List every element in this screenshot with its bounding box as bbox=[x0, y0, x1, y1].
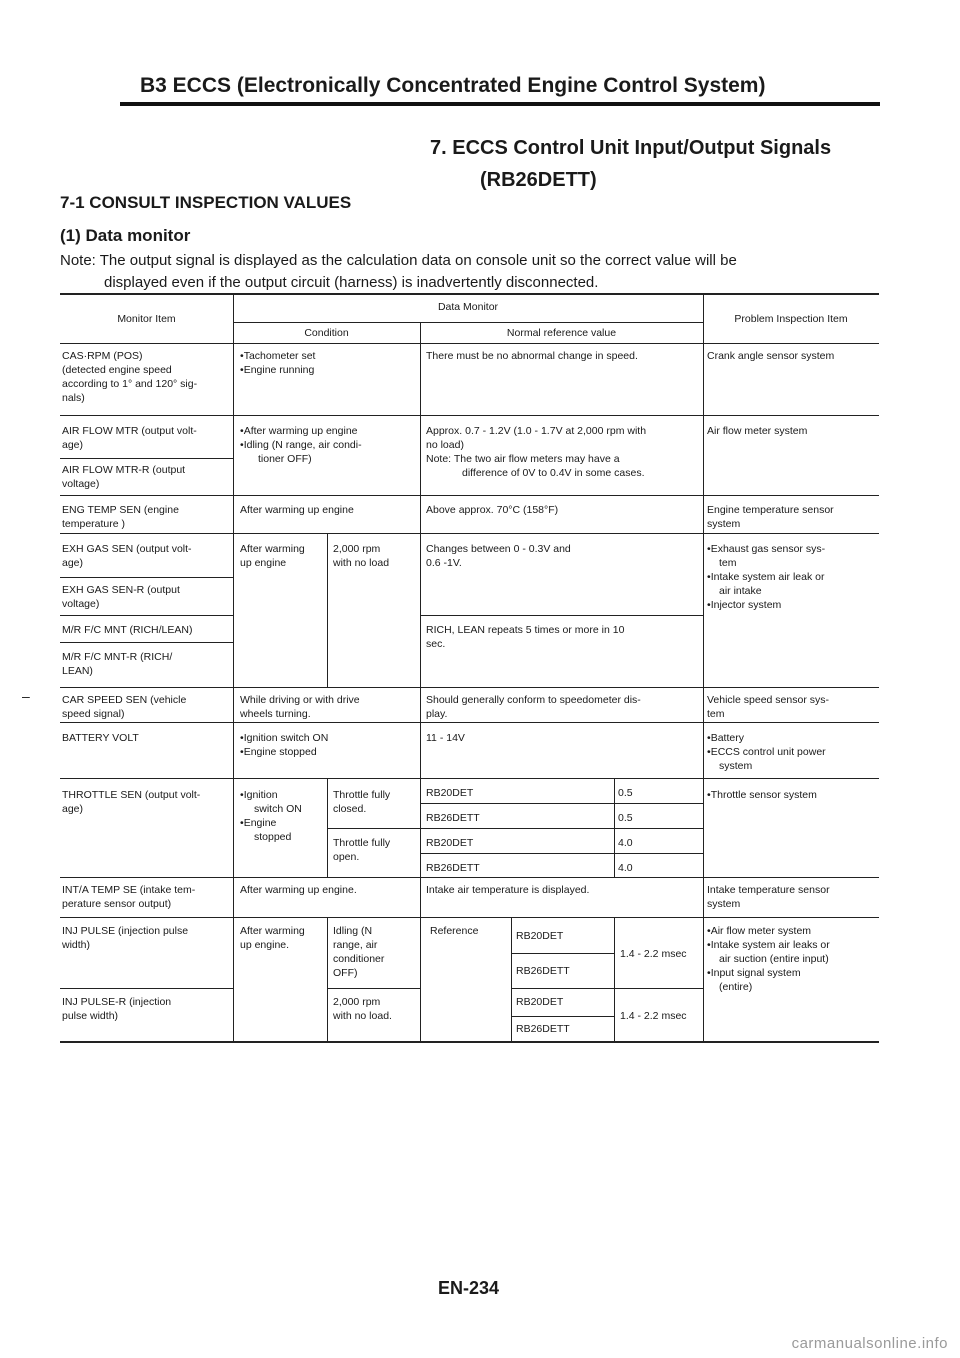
problem-cell: • Throttle sensor system bbox=[707, 788, 817, 802]
item-line: CAR SPEED SEN (vehicle bbox=[62, 694, 187, 706]
problem-line: • Exhaust gas sensor sys- bbox=[707, 542, 825, 556]
condition-line: • After warming up engine bbox=[240, 424, 362, 438]
problem-cell bbox=[707, 503, 834, 531]
problem-line: Intake temperature sensor bbox=[707, 884, 830, 896]
header-data-monitor: Data Monitor bbox=[437, 301, 499, 313]
table-row-inta-temp-se bbox=[62, 883, 195, 911]
note-line2: displayed even if the output circuit (harness) is inadvertently disconnected. bbox=[104, 274, 599, 291]
value-cell: 0.5 bbox=[618, 787, 633, 799]
row-rule bbox=[60, 415, 879, 416]
table-row-battery-volt: BATTERY VOLT bbox=[62, 732, 139, 744]
row-rule bbox=[420, 803, 703, 804]
problem-line: Vehicle speed sensor sys- bbox=[707, 694, 829, 706]
normal-line: Should generally conform to speedometer dis- bbox=[426, 694, 641, 706]
normal-value-cell bbox=[426, 693, 641, 721]
item-line: EXH GAS SEN (output volt- bbox=[62, 543, 192, 555]
table-row-air-flow-mtr-r bbox=[62, 463, 185, 491]
condition-line: • Engine running bbox=[240, 363, 315, 377]
normal-line: no load) bbox=[426, 439, 464, 451]
condition-line: with no load bbox=[333, 557, 390, 569]
problem-line: • Battery bbox=[707, 731, 826, 745]
problem-line: • Air flow meter system bbox=[707, 924, 830, 938]
table-row-exh-gas-sen bbox=[62, 542, 192, 570]
row-rule bbox=[60, 988, 233, 989]
condition-line: tioner OFF) bbox=[258, 453, 312, 465]
normal-line: sec. bbox=[426, 638, 446, 650]
engine-cell: RB26DETT bbox=[516, 1023, 570, 1035]
value-cell: 1.4 - 2.2 msec bbox=[620, 1010, 687, 1022]
condition-line: While driving or with drive bbox=[240, 694, 360, 706]
row-rule bbox=[420, 615, 703, 616]
engine-cell: RB20DET bbox=[426, 837, 474, 849]
col-sep-3a bbox=[420, 322, 421, 687]
problem-line: Engine temperature sensor bbox=[707, 504, 834, 516]
condition-cell bbox=[240, 424, 362, 466]
page-number: EN-234 bbox=[438, 1278, 500, 1298]
engine-cell: RB26DETT bbox=[426, 862, 480, 874]
normal-value-cell: 11 - 14V bbox=[426, 732, 465, 744]
table-row-throttle-sen bbox=[62, 788, 200, 816]
condition-line: • Engine stopped bbox=[240, 745, 328, 759]
row-rule bbox=[60, 615, 233, 616]
condition-line: open. bbox=[333, 851, 360, 863]
condition-line: stopped bbox=[254, 831, 292, 843]
condition-line: 2,000 rpm bbox=[333, 543, 381, 555]
normal-line: 0.6 -1V. bbox=[426, 557, 462, 569]
item-line: age) bbox=[62, 439, 84, 451]
row-rule bbox=[60, 722, 879, 723]
condition-cell: After warming up engine. bbox=[240, 884, 357, 896]
page-header: B3 ECCS (Electronically Concentrated Engine Control System) bbox=[140, 74, 766, 97]
normal-value-cell: There must be no abnormal change in speed. bbox=[426, 350, 638, 362]
watermark: carmanualsonline.info bbox=[791, 1335, 948, 1352]
note bbox=[60, 250, 900, 294]
item-line: INT/A TEMP SE (intake tem- bbox=[62, 884, 196, 896]
header-bottom-rule bbox=[60, 343, 879, 344]
item-line: age) bbox=[62, 803, 84, 815]
problem-line: tem bbox=[719, 557, 737, 569]
table-row-inj-pulse-r bbox=[62, 995, 171, 1023]
condition-line: conditioner bbox=[333, 953, 385, 965]
table-row-mr-fc-mnt: M/R F/C MNT (RICH/LEAN) bbox=[62, 624, 193, 636]
value-cell: 0.5 bbox=[618, 812, 633, 824]
row-rule bbox=[60, 877, 879, 878]
item-line: according to 1° and 120° sig- bbox=[62, 378, 198, 390]
normal-value-cell bbox=[426, 623, 624, 651]
condition-line: • Ignition switch ON bbox=[240, 731, 328, 745]
normal-value-cell bbox=[426, 424, 646, 480]
row-rule bbox=[60, 533, 879, 534]
row-rule bbox=[511, 1016, 614, 1017]
condition-line: OFF) bbox=[333, 967, 358, 979]
problem-cell bbox=[707, 883, 830, 911]
problem-line: system bbox=[719, 760, 753, 772]
row-rule bbox=[60, 577, 233, 578]
col-sep-value bbox=[614, 917, 615, 1041]
normal-value-cell bbox=[426, 542, 571, 570]
row-rule bbox=[420, 853, 703, 854]
item-line: temperature ) bbox=[62, 518, 126, 530]
value-cell: 4.0 bbox=[618, 862, 633, 874]
section-title-line1: 7. ECCS Control Unit Input/Output Signals bbox=[430, 137, 832, 159]
normal-line: difference of 0V to 0.4V in some cases. bbox=[462, 467, 645, 479]
item-line: nals) bbox=[62, 392, 85, 404]
condition-line: range, air bbox=[333, 939, 378, 951]
condition-cell bbox=[333, 788, 390, 816]
item-line: speed signal) bbox=[62, 708, 125, 720]
condition-cell bbox=[240, 788, 302, 844]
item-line: INJ PULSE-R (injection bbox=[62, 996, 172, 1008]
row-rule bbox=[60, 778, 879, 779]
header-monitor-item: Monitor Item bbox=[117, 313, 176, 325]
note-line1: Note: The output signal is displayed as the calculation data on console unit so the correct value will be bbox=[60, 252, 737, 269]
item-line: CAS·RPM (POS) bbox=[62, 350, 143, 362]
problem-line: system bbox=[707, 518, 741, 530]
item-line: LEAN) bbox=[62, 665, 93, 677]
condition-cell bbox=[240, 693, 360, 721]
col-sep-2 bbox=[327, 533, 328, 687]
engine-cell: RB26DETT bbox=[426, 812, 480, 824]
row-rule bbox=[420, 828, 703, 829]
condition-line: Throttle fully bbox=[333, 789, 391, 801]
condition-line: up engine. bbox=[240, 939, 290, 951]
normal-line: RICH, LEAN repeats 5 times or more in 10 bbox=[426, 624, 625, 636]
condition-line: • Idling (N range, air condi- bbox=[240, 438, 362, 452]
table-row-car-speed-sen bbox=[62, 693, 186, 721]
engine-cell: RB20DET bbox=[516, 930, 564, 942]
row-rule bbox=[511, 953, 614, 954]
col-sep-4 bbox=[703, 293, 704, 1041]
problem-line: • Injector system bbox=[707, 598, 825, 612]
item-line: voltage) bbox=[62, 478, 100, 490]
reference-label: Reference bbox=[430, 925, 479, 937]
engine-cell: RB20DET bbox=[516, 996, 564, 1008]
table-row-mr-fc-mnt-r bbox=[62, 650, 172, 678]
condition-cell bbox=[333, 995, 392, 1023]
header-problem-item: Problem Inspection Item bbox=[734, 313, 848, 325]
normal-line: play. bbox=[426, 708, 448, 720]
normal-value-cell: Intake air temperature is displayed. bbox=[426, 884, 590, 896]
problem-cell bbox=[707, 693, 829, 721]
normal-line: Note: The two air flow meters may have a bbox=[426, 453, 620, 465]
condition-cell bbox=[240, 731, 328, 759]
problem-line: • ECCS control unit power bbox=[707, 745, 826, 759]
problem-cell bbox=[707, 542, 825, 612]
problem-line: air intake bbox=[719, 585, 762, 597]
problem-line: • Input signal system bbox=[707, 966, 830, 980]
condition-cell bbox=[240, 924, 305, 952]
condition-line: with no load. bbox=[333, 1010, 392, 1022]
item-line: ENG TEMP SEN (engine bbox=[62, 504, 179, 516]
problem-line: (entire) bbox=[719, 981, 753, 993]
condition-line: 2,000 rpm bbox=[333, 996, 381, 1008]
item-line: age) bbox=[62, 557, 84, 569]
row-rule bbox=[60, 687, 879, 688]
normal-line: Changes between 0 - 0.3V and bbox=[426, 543, 571, 555]
problem-line: tem bbox=[707, 708, 725, 720]
problem-cell: Air flow meter system bbox=[707, 425, 808, 437]
header-sub-rule bbox=[233, 322, 703, 323]
problem-cell bbox=[707, 924, 830, 994]
col-sep-2 bbox=[327, 917, 328, 1041]
subsection-title: 7-1 CONSULT INSPECTION VALUES bbox=[60, 193, 352, 212]
problem-line: • Intake system air leak or bbox=[707, 570, 825, 584]
row-rule bbox=[60, 495, 879, 496]
header-condition: Condition bbox=[304, 327, 349, 339]
item-line: pulse width) bbox=[62, 1010, 119, 1022]
condition-cell bbox=[240, 349, 315, 377]
col-sep-1 bbox=[233, 293, 234, 1041]
item-line: THROTTLE SEN (output volt- bbox=[62, 789, 201, 801]
header-normal-value: Normal reference value bbox=[506, 327, 617, 339]
row-rule bbox=[327, 828, 421, 829]
condition-line: • Engine bbox=[240, 816, 302, 830]
condition-line: • Ignition bbox=[240, 788, 302, 802]
condition-line: Idling (N bbox=[333, 925, 373, 937]
item-line: voltage) bbox=[62, 598, 100, 610]
problem-cell: Crank angle sensor system bbox=[707, 350, 835, 362]
condition-line: switch ON bbox=[254, 803, 302, 815]
row-rule bbox=[60, 458, 233, 459]
problem-line: system bbox=[707, 898, 741, 910]
margin-mark: – bbox=[22, 688, 30, 704]
table-row-inj-pulse bbox=[62, 924, 188, 952]
table-row-cas-rpm bbox=[62, 349, 197, 405]
item-line: EXH GAS SEN-R (output bbox=[62, 584, 180, 596]
header-rule bbox=[120, 102, 880, 106]
table-top-rule bbox=[60, 293, 879, 295]
problem-cell bbox=[707, 731, 826, 773]
item-line: (detected engine speed bbox=[62, 364, 172, 376]
item-line: width) bbox=[62, 939, 91, 951]
condition-cell bbox=[333, 924, 384, 980]
condition-line: • Tachometer set bbox=[240, 349, 315, 363]
item-line: INJ PULSE (injection pulse bbox=[62, 925, 189, 937]
condition-line: wheels turning. bbox=[240, 708, 311, 720]
condition-line: Throttle fully bbox=[333, 837, 391, 849]
subheading: (1) Data monitor bbox=[60, 226, 191, 245]
problem-line: • Intake system air leaks or bbox=[707, 938, 830, 952]
condition-line: After warming bbox=[240, 543, 305, 555]
table-bottom-rule bbox=[60, 1041, 879, 1043]
engine-cell: RB26DETT bbox=[516, 965, 570, 977]
table-row-eng-temp bbox=[62, 503, 179, 531]
condition-cell bbox=[333, 542, 389, 570]
condition-line: up engine bbox=[240, 557, 287, 569]
table-row-air-flow-mtr bbox=[62, 424, 197, 452]
table-row-exh-gas-sen-r bbox=[62, 583, 180, 611]
condition-cell: After warming up engine bbox=[240, 504, 354, 516]
row-rule bbox=[327, 988, 421, 989]
value-cell: 1.4 - 2.2 msec bbox=[620, 948, 687, 960]
section-title-line2: (RB26DETT) bbox=[480, 169, 597, 191]
condition-line: After warming bbox=[240, 925, 305, 937]
row-rule bbox=[60, 642, 233, 643]
row-rule bbox=[60, 917, 879, 918]
row-rule bbox=[511, 988, 703, 989]
section-title bbox=[430, 132, 930, 196]
item-line: AIR FLOW MTR (output volt- bbox=[62, 425, 197, 437]
engine-cell: RB20DET bbox=[426, 787, 474, 799]
condition-cell bbox=[333, 836, 390, 864]
value-cell: 4.0 bbox=[618, 837, 633, 849]
normal-value-cell: Above approx. 70°C (158°F) bbox=[426, 504, 559, 516]
item-line: AIR FLOW MTR-R (output bbox=[62, 464, 186, 476]
condition-cell bbox=[240, 542, 305, 570]
condition-line: closed. bbox=[333, 803, 367, 815]
problem-line: air suction (entire input) bbox=[719, 953, 829, 965]
item-line: M/R F/C MNT-R (RICH/ bbox=[62, 651, 173, 663]
col-sep-engine bbox=[511, 917, 512, 1041]
item-line: perature sensor output) bbox=[62, 898, 172, 910]
normal-line: Approx. 0.7 - 1.2V (1.0 - 1.7V at 2,000 rpm with bbox=[426, 425, 647, 437]
